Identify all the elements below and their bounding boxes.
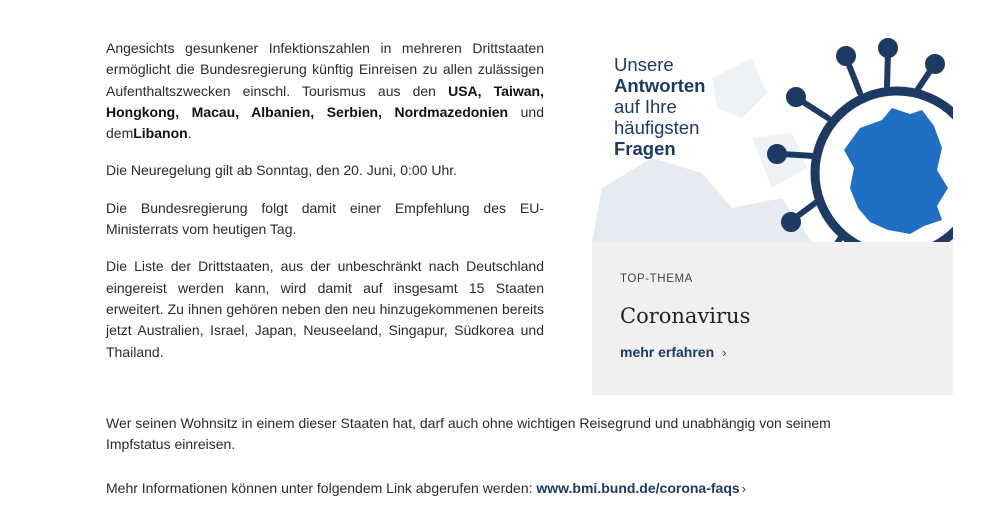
- headline-line: Unsere: [614, 54, 674, 75]
- paragraph-text: .: [187, 125, 192, 142]
- chevron-right-icon: ›: [722, 345, 727, 360]
- read-more-link[interactable]: [620, 344, 727, 360]
- paragraph-text: und dem: [106, 103, 544, 142]
- paragraph-third-countries: Die Liste der Drittstaaten, aus der unbeschränkt nach Deutschland eingereist werden kann, wird damit auf insgesamt 15 Staaten erweitert. Zu ihnen gehören neben den neu hinzugekommenen bereits jetzt Australien, Israel, Japan, Neuseeland, Singapur, Südkorea und Thailand.: [106, 258, 544, 360]
- country-lebanon: Libanon: [133, 125, 188, 142]
- paragraph-more-info: [106, 478, 886, 499]
- read-more-label: mehr erfahren: [620, 344, 715, 360]
- paragraph-effective-date: Die Neuregelung gilt ab Sonntag, den 20. Juni, 0:00 Uhr.: [106, 162, 458, 179]
- country-list: USA, Taiwan, Hongkong, Macau, Albanien, Serbien, Nordmazedonien: [106, 82, 544, 120]
- headline-line: Antworten: [614, 75, 706, 96]
- faq-link[interactable]: www.bmi.bund.de/corona-faqs: [536, 480, 740, 496]
- headline-line: auf Ihre: [614, 96, 677, 117]
- paragraph-travel-update: [106, 38, 544, 144]
- paragraph-text: Angesichts gesunkener Infektionszahlen in mehreren Drittstaaten ermöglicht die Bundesregierung künftig Einreisen zu allen zulässigen Aufenthaltszwecken einschl. Tourismus aus den: [106, 40, 544, 99]
- teaser-title: Coronavirus: [620, 304, 751, 328]
- headline-line: Fragen: [614, 138, 676, 159]
- paragraph-residence: Wer seinen Wohnsitz in einem dieser Staaten hat, darf auch ohne wichtigen Reisegrund und unabhängig von seinem Impfstatus einreisen.: [106, 415, 831, 453]
- teaser-image[interactable]: [592, 38, 953, 242]
- paragraph-eu-recommendation: Die Bundesregierung folgt damit einer Empfehlung des EU-Ministerrats vom heutigen Tag.: [106, 199, 544, 238]
- paragraph-text: Mehr Informationen können unter folgendem Link abgerufen werden:: [106, 480, 537, 496]
- teaser-kicker: TOP-THEMA: [620, 273, 693, 285]
- article-body: [106, 38, 544, 379]
- top-topic-teaser[interactable]: [592, 38, 953, 395]
- chevron-right-icon: ›: [741, 481, 747, 496]
- headline-line: häufigsten: [614, 117, 700, 138]
- teaser-headline: [614, 54, 705, 159]
